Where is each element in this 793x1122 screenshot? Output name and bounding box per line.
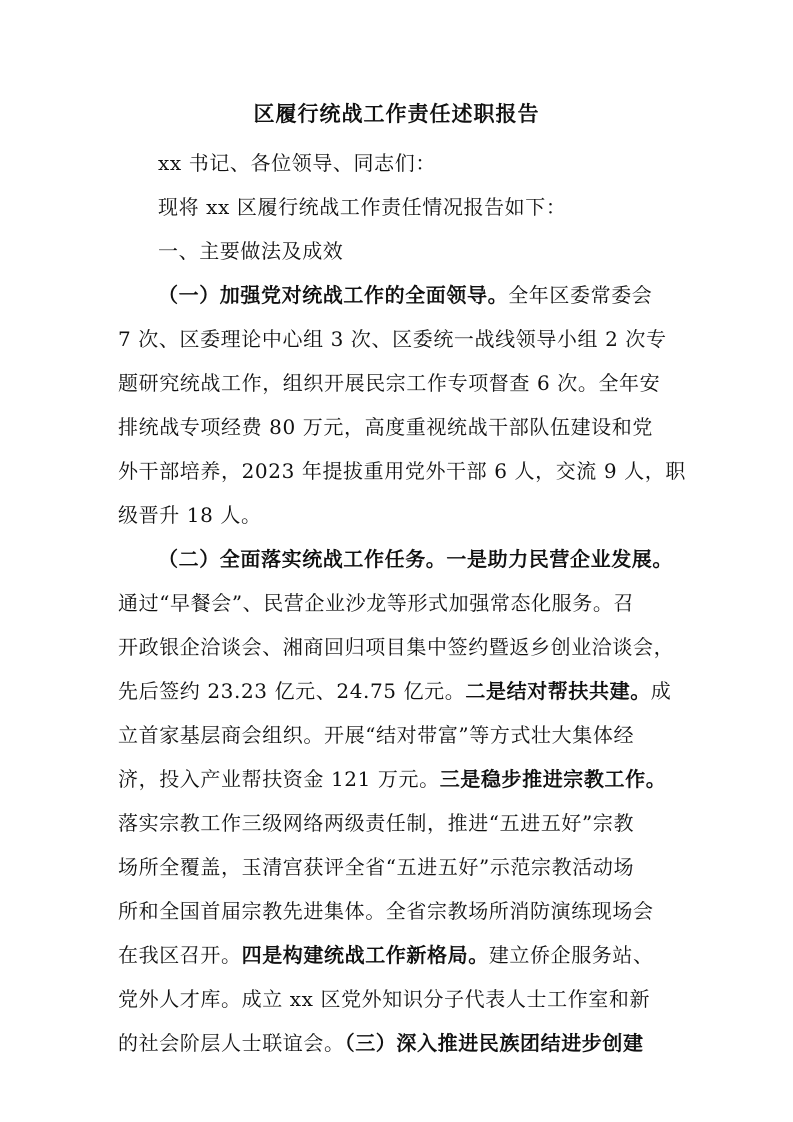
paragraph-2-line-7: 落实宗教工作三级网络两级责任制，推进“五进五好”宗教 — [118, 811, 635, 835]
paragraph-2-line-2: 通过“早餐会”、民营企业沙龙等形式加强常态化服务。召 — [118, 591, 635, 615]
paragraph-1-lead: （一）加强党对统战工作的全面领导。 — [158, 283, 509, 307]
paragraph-2-line-12-a: 的社会阶层人士联谊会。 — [118, 1031, 345, 1055]
paragraph-2-line-5: 立首家基层商会组织。开展“结对带富”等方式壮大集体经 — [118, 723, 635, 747]
paragraph-2-line-4 — [118, 679, 678, 703]
paragraph-2-line-12 — [118, 1031, 678, 1055]
paragraph-2-line-10-b: 四是构建统战工作新格局。 — [241, 943, 489, 967]
paragraph-1-line-3: 题研究统战工作，组织开展民宗工作专项督查 6 次。全年安 — [118, 371, 661, 395]
paragraph-2-line-8: 场所全覆盖，玉清宫获评全省“五进五好”示范宗教活动场 — [118, 855, 635, 879]
paragraph-1-line-1 — [158, 283, 718, 307]
paragraph-2-line-6-b: 三是稳步推进宗教工作。 — [439, 767, 667, 791]
paragraph-1-line-1-rest: 全年区委常委会 — [508, 283, 653, 307]
paragraph-1-line-6: 级晋升 18 人。 — [118, 503, 262, 527]
salutation: xx 书记、各位领导、同志们： — [158, 151, 436, 175]
paragraph-2-line-9: 所和全国首届宗教先进集体。全省宗教场所消防演练现场会 — [118, 899, 654, 923]
paragraph-2-line-11: 党外人才库。成立 xx 区党外知识分子代表人士工作室和新 — [118, 987, 651, 1011]
paragraph-1-line-5: 外干部培养，2023 年提拔重用党外干部 6 人，交流 9 人，职 — [118, 459, 686, 483]
paragraph-2-line-10-a: 在我区召开。 — [118, 943, 242, 967]
paragraph-2-line-3: 开政银企洽谈会、湘商回归项目集中签约暨返乡创业洽谈会， — [118, 635, 675, 659]
paragraph-1-line-2: 7 次、区委理论中心组 3 次、区委统一战线领导小组 2 次专 — [118, 327, 667, 351]
paragraph-2-line-6-a: 济，投入产业帮扶资金 121 万元。 — [118, 767, 440, 791]
paragraph-2-line-4-c: 成 — [650, 679, 672, 703]
intro-line: 现将 xx 区履行统战工作责任情况报告如下： — [158, 195, 567, 219]
section-heading: 一、主要做法及成效 — [158, 239, 344, 263]
paragraph-2-line-12-b: （三）深入推进民族团结进步创建 — [344, 1031, 644, 1055]
paragraph-2-line-10 — [118, 943, 678, 967]
paragraph-2-line-6 — [118, 767, 678, 791]
paragraph-2-line-4-b: 二是结对帮扶共建。 — [465, 679, 651, 703]
paragraph-2-line-10-c: 建立侨企服务站、 — [488, 943, 654, 967]
paragraph-1-line-4: 排统战专项经费 80 万元，高度重视统战干部队伍建设和党 — [118, 415, 653, 439]
document-title: 区履行统战工作责任述职报告 — [253, 101, 540, 126]
paragraph-2-lead: （二）全面落实统战工作任务。一是助力民营企业发展。 — [158, 547, 673, 571]
paragraph-2-line-4-a: 先后签约 23.23 亿元、24.75 亿元。 — [118, 679, 466, 703]
